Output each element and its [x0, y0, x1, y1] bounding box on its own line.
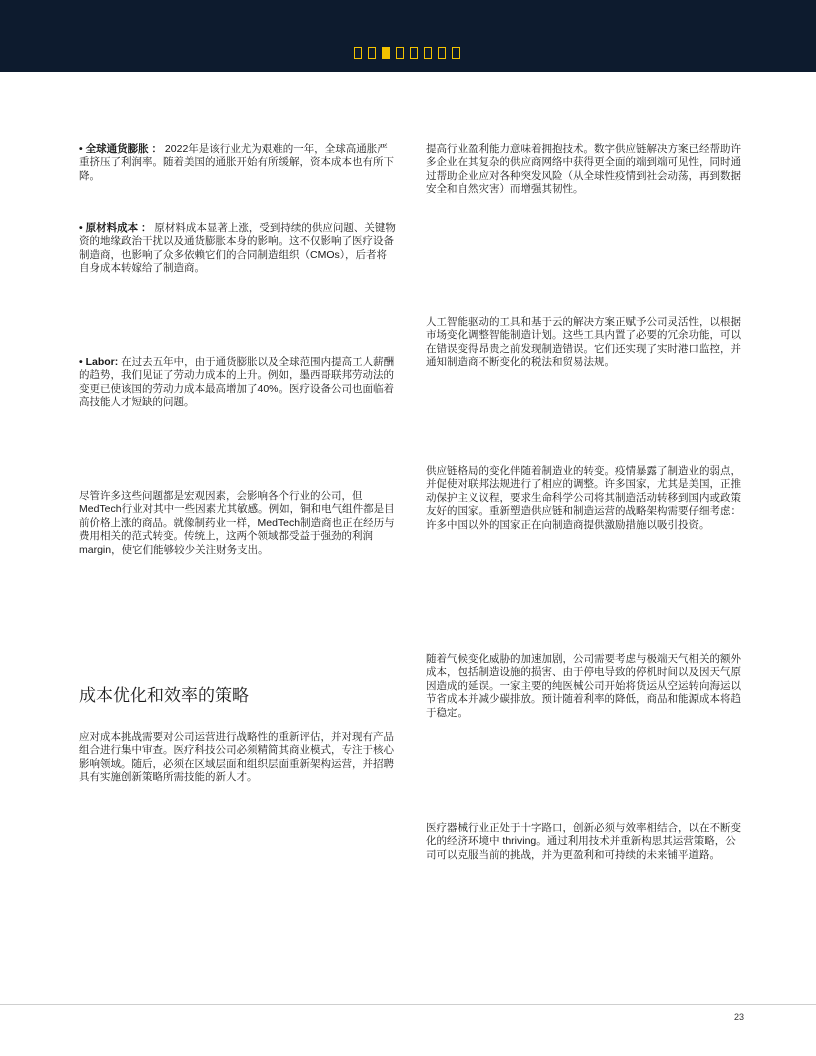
- glyph-box-icon: [354, 47, 362, 59]
- paragraph-technology: [426, 143, 744, 197]
- bullet-label: • 全球通货膨胀 ：: [79, 143, 163, 155]
- glyph-box-filled-icon: [382, 47, 390, 59]
- paragraph-strategy: [79, 731, 397, 785]
- paragraph-text: 供应链格局的变化伴随着制造业的转变。疫情暴露了制造业的弱点，并促使对联邦法规进行了相应的调整。许多国家，尤其是美国，正推动保护主义议程，要求生命科学公司将其制造活动转移到国内或政策友好的国家。重新塑造供应链和制造运营的战略架构需要仔细考虑：许多中国以外的国家正在向制造商提供激励措施以吸引投资。: [426, 465, 741, 531]
- bullet-label: • Labor:: [79, 356, 119, 368]
- paragraph-conclusion: [426, 822, 744, 862]
- footer-divider: [0, 1004, 816, 1005]
- paragraph-text: 尽管许多这些问题都是宏观因素，会影响各个行业的公司，但MedTech行业对其中一些因素尤其敏感。例如，铜和电气组件都是目前价格上涨的商品。就像制药业一样，MedTech制造商也正在经历与费用相关的范式转变。传统上，这两个领域都受益于强劲的利润 margin，使它们能够较少关注财务支出。: [79, 490, 395, 556]
- bullet-inflation: [79, 143, 397, 183]
- header-title-glyphs: [354, 47, 460, 59]
- glyph-box-icon: [424, 47, 432, 59]
- paragraph-text: 应对成本挑战需要对公司运营进行战略性的重新评估，并对现有产品组合进行集中审查。医疗科技公司必须精简其商业模式，专注于核心影响领域。随后，必须在区域层面和组织层面重新架构运营，并招聘具有实施创新策略所需技能的新人才。: [79, 731, 394, 784]
- section-heading: 成本优化和效率的策略: [79, 686, 249, 706]
- paragraph-ai-tools: [426, 316, 744, 370]
- paragraph-text: 人工智能驱动的工具和基于云的解决方案正赋予公司灵活性，以根据市场变化调整智能制造计划。这些工具内置了必要的冗余功能，可以在错误变得昂贵之前发现制造错误。它们还实现了实时港口监控，并通知制造商不断变化的税法和贸易法规。: [426, 316, 741, 369]
- glyph-box-icon: [452, 47, 460, 59]
- paragraph-text: 随着气候变化威胁的加速加剧，公司需要考虑与极端天气相关的额外成本，包括制造设施的损害、由于停电导致的停机时间以及因天气原因造成的延误。一家主要的纯医械公司开始将货运从空运转向海运以节省成本并减少碳排放。预计随着利率的降低，商品和能源成本将趋于稳定。: [426, 653, 741, 719]
- paragraph-supply-chain: [426, 465, 744, 532]
- bullet-raw-materials: [79, 222, 397, 276]
- bullet-labor: [79, 356, 397, 410]
- page-number: 23: [733, 1012, 744, 1022]
- paragraph-text: 医疗器械行业正处于十字路口，创新必须与效率相结合，以在不断变化的经济环境中 thriving。通过利用技术并重新构思其运营策略，公司可以克服当前的挑战，并为更盈利和可持续的未来铺平道路。: [426, 822, 741, 861]
- glyph-box-icon: [368, 47, 376, 59]
- bullet-text: 原材料成本显著上涨，受到持续的供应问题、关键物资的地缘政治干扰以及通货膨胀本身的影响。这不仅影响了医疗设备制造商，也影响了众多依赖它们的合同制造组织（CMOs），后者将自身成本转嫁给了制造商。: [79, 222, 396, 275]
- header-bar: [0, 0, 816, 72]
- bullet-text: 2022年是该行业尤为艰难的一年，全球高通胀严重挤压了利润率。随着美国的通胀开始有所缓解，资本成本也有所下降。: [79, 143, 394, 182]
- glyph-box-icon: [396, 47, 404, 59]
- bullet-label: • 原材料成本 ：: [79, 222, 152, 234]
- paragraph-macro-factors: [79, 490, 397, 557]
- paragraph-text: 提高行业盈利能力意味着拥抱技术。数字供应链解决方案已经帮助许多企业在其复杂的供应商网络中获得更全面的端到端可见性，同时通过帮助企业应对各种突发风险（从全球性疫情到社会动荡，再到数据安全和自然灾害）而增强其韧性。: [426, 143, 741, 196]
- glyph-box-icon: [438, 47, 446, 59]
- bullet-text: 在过去五年中，由于通货膨胀以及全球范围内提高工人薪酬的趋势，我们见证了劳动力成本的上升。例如，墨西哥联邦劳动法的变更已使该国的劳动力成本最高增加了40%。医疗设备公司也面临着高技能人才短缺的问题。: [79, 356, 395, 409]
- paragraph-climate: [426, 653, 744, 720]
- glyph-box-icon: [410, 47, 418, 59]
